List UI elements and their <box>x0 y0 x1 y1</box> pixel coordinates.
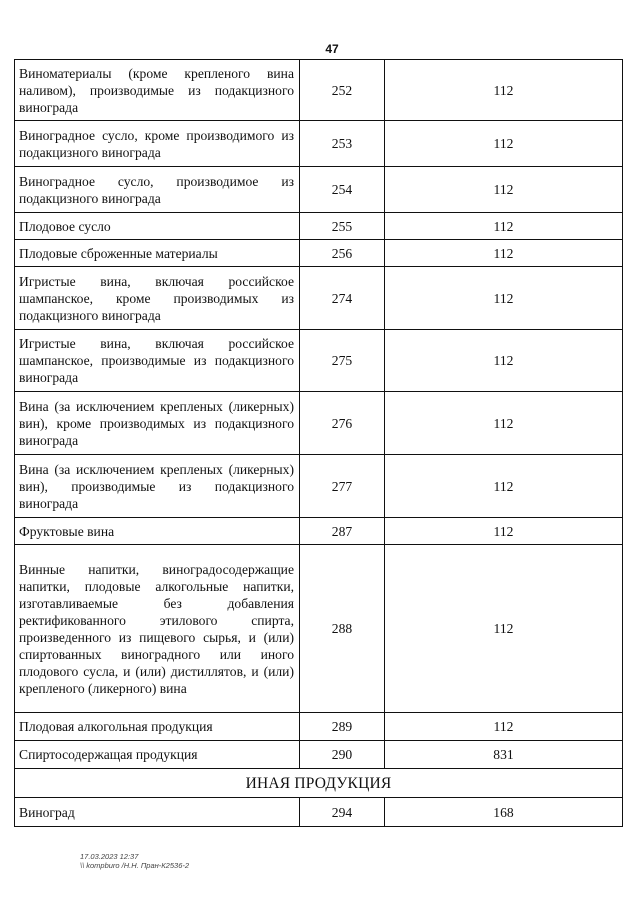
footer-timestamp: 17.03.2023 12:37 <box>80 852 139 861</box>
table-row <box>15 267 623 330</box>
product-code-cell: 276 <box>300 392 385 455</box>
table-row <box>15 392 623 455</box>
table-row <box>15 213 623 240</box>
product-code-table <box>14 59 623 827</box>
product-code-cell: 277 <box>300 455 385 518</box>
tax-code-cell: 112 <box>385 267 623 330</box>
tax-code-cell: 112 <box>385 167 623 213</box>
footer-signature: \\ kompburo /Н.Н. Пран-К2536-2 <box>80 861 190 870</box>
tax-code-cell: 112 <box>385 455 623 518</box>
product-name-cell: Плодовые сброженные материалы <box>15 240 300 267</box>
table-row <box>15 240 623 267</box>
table-row <box>15 798 623 827</box>
table-row <box>15 167 623 213</box>
product-code-cell: 256 <box>300 240 385 267</box>
tax-code-cell: 112 <box>385 392 623 455</box>
product-code-cell: 288 <box>300 545 385 713</box>
tax-code-cell: 112 <box>385 713 623 741</box>
table-row <box>15 121 623 167</box>
product-name-cell: Вина (за исключением крепленых (ликерных) вин), кроме производимых из подакцизного винограда <box>15 392 300 455</box>
product-name-cell: Вина (за исключением крепленых (ликерных) вин), производимые из подакцизного винограда <box>15 455 300 518</box>
product-name-cell: Игристые вина, включая российское шампанское, производимые из подакцизного винограда <box>15 330 300 392</box>
page-number: 47 <box>325 42 339 56</box>
table-row <box>15 518 623 545</box>
product-code-cell: 252 <box>300 60 385 121</box>
product-name-cell: Фруктовые вина <box>15 518 300 545</box>
product-code-cell: 287 <box>300 518 385 545</box>
product-code-cell: 275 <box>300 330 385 392</box>
product-name-cell: Виноград <box>15 798 300 827</box>
product-code-cell: 255 <box>300 213 385 240</box>
tax-code-cell: 112 <box>385 213 623 240</box>
product-name-cell: Виноградное сусло, производимое из подакцизного винограда <box>15 167 300 213</box>
table-row <box>15 455 623 518</box>
section-header-row <box>15 769 623 798</box>
product-name-cell: Игристые вина, включая российское шампанское, кроме производимых из подакцизного винограда <box>15 267 300 330</box>
table-row <box>15 713 623 741</box>
tax-code-cell: 168 <box>385 798 623 827</box>
product-code-cell: 254 <box>300 167 385 213</box>
product-name-cell: Плодовое сусло <box>15 213 300 240</box>
table-body <box>15 60 623 827</box>
product-code-cell: 294 <box>300 798 385 827</box>
tax-code-cell: 112 <box>385 330 623 392</box>
product-name-cell: Виноградное сусло, кроме производимого из подакцизного винограда <box>15 121 300 167</box>
product-name-cell: Спиртосодержащая продукция <box>15 741 300 769</box>
product-code-cell: 289 <box>300 713 385 741</box>
table-row <box>15 741 623 769</box>
document-footer <box>80 852 189 870</box>
product-code-cell: 274 <box>300 267 385 330</box>
tax-code-cell: 112 <box>385 518 623 545</box>
table-row <box>15 545 623 713</box>
section-title: ИНАЯ ПРОДУКЦИЯ <box>15 769 623 798</box>
product-name-cell: Плодовая алкогольная продукция <box>15 713 300 741</box>
tax-code-cell: 112 <box>385 121 623 167</box>
table-row <box>15 330 623 392</box>
tax-code-cell: 112 <box>385 240 623 267</box>
product-code-cell: 253 <box>300 121 385 167</box>
product-name-cell: Виноматериалы (кроме крепленого вина наливом), производимые из подакцизного винограда <box>15 60 300 121</box>
product-code-cell: 290 <box>300 741 385 769</box>
product-name-cell: Винные напитки, виноградосодержащие напитки, плодовые алкогольные напитки, изготавливаемые без добавления ректификованного этилового спирта, произведенного из пищевого сырья, и (или) спиртованных виноградного или иного плодового сусла, и (или) дистиллятов, и (или) крепленого (ликерного) вина <box>15 545 300 713</box>
table-row <box>15 60 623 121</box>
tax-code-cell: 831 <box>385 741 623 769</box>
tax-code-cell: 112 <box>385 545 623 713</box>
tax-code-cell: 112 <box>385 60 623 121</box>
